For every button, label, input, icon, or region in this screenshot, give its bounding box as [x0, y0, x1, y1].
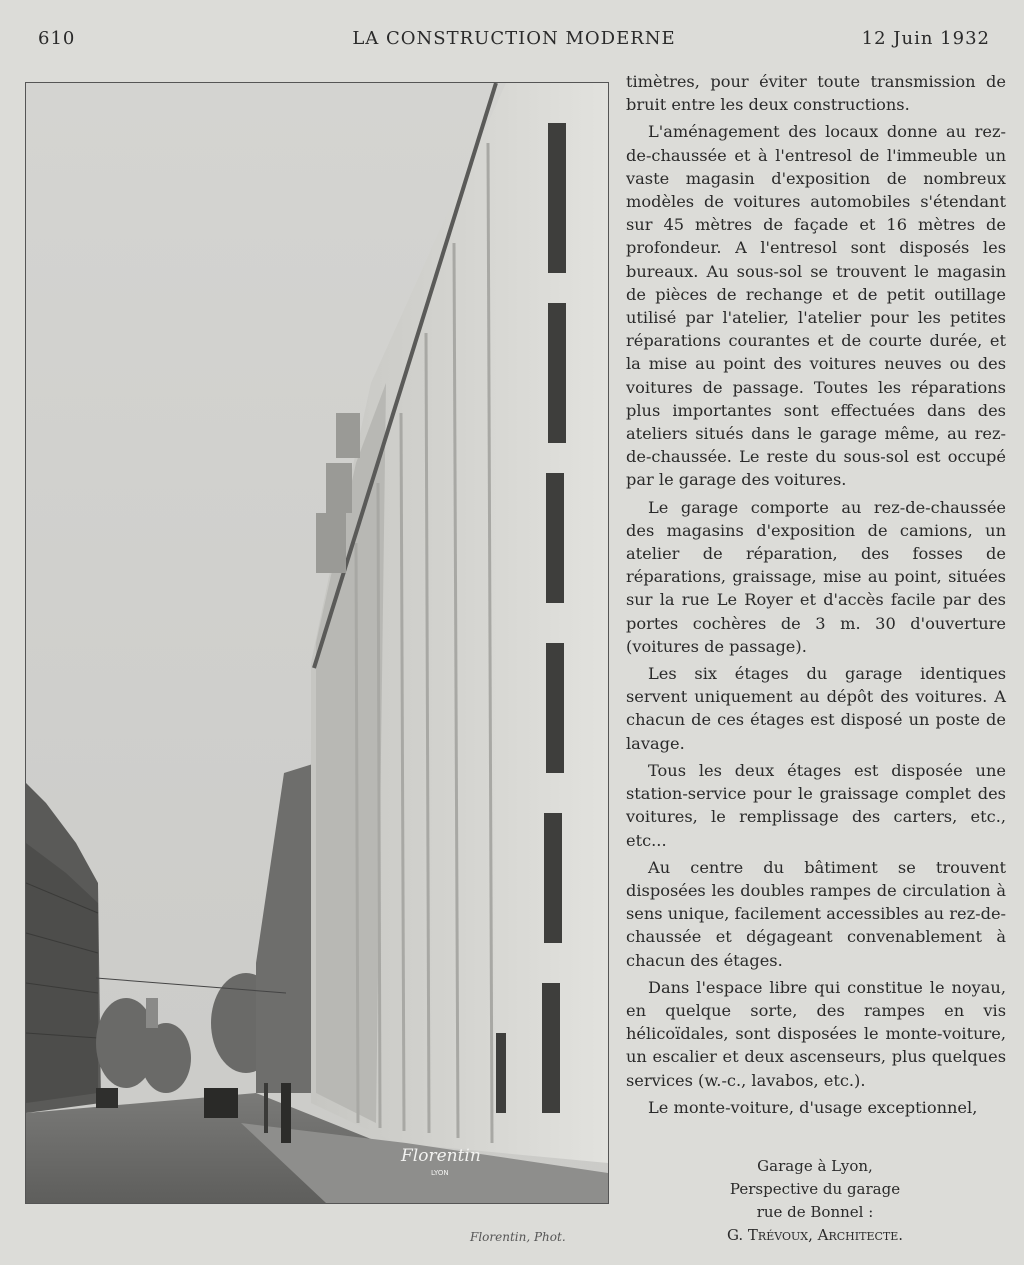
caption-line: rue de Bonnel : — [756, 1203, 874, 1221]
article-paragraph: Dans l'espace libre qui constitue le noyau, en quelque sorte, des rampes en vis hélicoïdales, sont disposées le monte-voiture, un escalier et deux ascenseurs, plus quelques services (w.-c., lavabos, etc.). — [626, 977, 1006, 1090]
caption-architect: G. Trévoux, Architecte. — [726, 1226, 904, 1244]
photographer-signature: Florentin — [401, 1146, 481, 1166]
article-paragraph: Les six étages du garage identiques servent uniquement au dépôt des voitures. A chacun de ces étages est disposé un poste de lavage. — [626, 664, 1006, 753]
caption-line: Perspective du garage — [729, 1180, 901, 1198]
photographer-signature-place: LYON — [431, 1169, 449, 1177]
issue-date: 12 Juin 1932 — [861, 28, 990, 49]
journal-title: LA CONSTRUCTION MODERNE — [352, 28, 676, 49]
photo-credit: Florentin, Phot. — [470, 1230, 566, 1244]
page-header — [38, 28, 990, 50]
page-number: 610 — [38, 28, 76, 49]
article-paragraph: timètres, pour éviter toute transmission de bruit entre les deux constructions. — [626, 72, 1006, 115]
article-paragraph: Le garage comporte au rez-de-chaussée des magasins d'exposition de camions, un atelier de réparation, des fosses de réparations, graissage, mise au point, situées sur la rue Le Royer et d'accès facile par des portes cochères de 3 m. 30 d'ouverture (voitures de passage). — [626, 497, 1006, 656]
figure-caption — [700, 1155, 930, 1247]
article-paragraph: Au centre du bâtiment se trouvent disposées les doubles rampes de circulation à sens unique, facilement accessibles au rez-de-chaussée et dégageant convenablement à chacun des étages. — [626, 857, 1006, 970]
article-paragraph: Le monte-voiture, d'usage exceptionnel, — [648, 1097, 978, 1117]
article-body — [626, 70, 1006, 1123]
caption-line: Garage à Lyon, — [757, 1157, 873, 1175]
article-paragraph: Tous les deux étages est disposée une station-service pour le graissage complet des voitures, le remplissage des carters, etc., etc... — [626, 760, 1006, 850]
building-photograph — [25, 82, 609, 1204]
garage-street-perspective-image — [26, 83, 608, 1203]
article-paragraph: L'aménagement des locaux donne au rez-de-chaussée et à l'entresol de l'immeuble un vaste magasin d'exposition de nombreux modèles de voitures automobiles s'étendant sur 45 mètres de façade et 16 mètres de profondeur. A l'entresol sont disposés les bureaux. Au sous-sol se trouvent le magasin de pièces de rechange et de petit outillage utilisé par l'atelier, l'atelier pour les petites réparations courantes et de courte durée, et la mise au point des voitures neuves ou des voitures de passage. Toutes les réparations plus importantes sont effectuées dans des ateliers situés dans le garage même, au rez-de-chaussée. Le reste du sous-sol est occupé par le garage des voitures. — [626, 122, 1006, 490]
